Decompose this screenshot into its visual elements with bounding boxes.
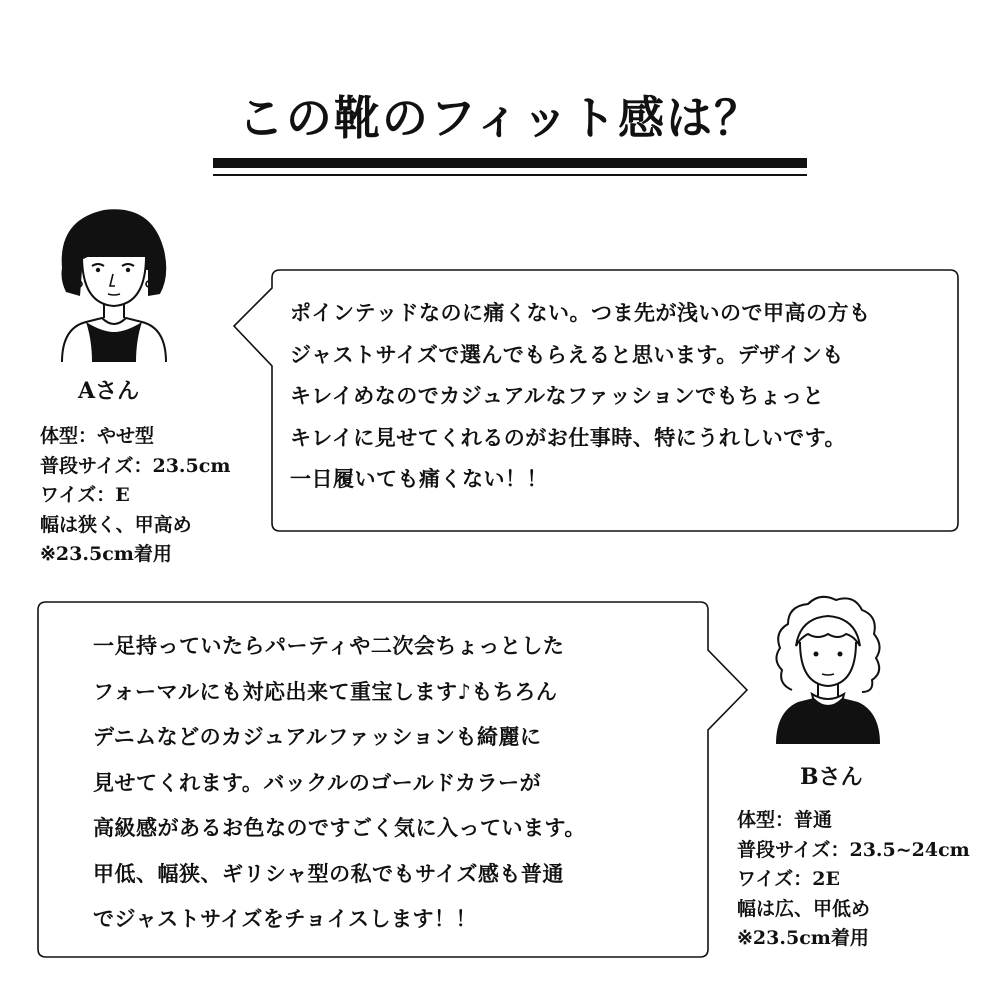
comment-line: 甲低、幅狭、ギリシャ型の私でもサイズ感も普通 — [93, 860, 564, 886]
review-b-comment — [93, 623, 586, 942]
person-a-specs — [40, 422, 230, 570]
spec-line: 体型：普通 — [737, 809, 833, 831]
person-b-specs — [737, 806, 970, 954]
avatar-a-icon — [52, 200, 182, 370]
review-a-comment — [290, 292, 871, 500]
comment-line: デニムなどのカジュアルファッションも綺麗に — [93, 724, 542, 749]
spec-line: 幅は広、甲低め — [737, 897, 871, 920]
spec-line: 普段サイズ：23.5cm — [40, 454, 231, 477]
comment-line: ポインテッドなのに痛くない。つま先が浅いので甲高の方も — [290, 300, 871, 325]
comment-line: 見せてくれます。バックルのゴールドカラーが — [93, 769, 542, 795]
comment-line: フォーマルにも対応出来て重宝します♪もちろん — [93, 678, 558, 704]
spec-line: 普段サイズ：23.5~24cm — [737, 838, 970, 861]
spec-line: ワイズ：E — [40, 484, 130, 506]
page-title: この靴のフィット感は？ — [237, 91, 763, 145]
comment-line: キレイに見せてくれるのがお仕事時、特にうれしいです。 — [290, 424, 847, 450]
person-b-name: Bさん — [800, 764, 863, 790]
spec-line: 体型：やせ型 — [40, 425, 155, 447]
spec-line: ※23.5cm着用 — [737, 927, 869, 949]
comment-line: 高級感があるお色なのですごく気に入っています。 — [93, 815, 586, 840]
spec-line: 幅は狭く、甲高め — [40, 513, 192, 536]
avatar-b-icon — [768, 588, 888, 748]
spec-line: ワイズ：2E — [737, 868, 840, 890]
spec-line: ※23.5cm着用 — [40, 543, 172, 565]
comment-line: でジャストサイズをチョイスします！！ — [93, 906, 478, 931]
comment-line: キレイめなのでカジュアルなファッションでもちょっと — [290, 383, 825, 408]
person-a-name: Aさん — [78, 378, 140, 404]
comment-line: 一足持っていたらパーティや二次会ちょっとした — [93, 633, 565, 658]
comment-line: ジャストサイズで選んでもらえると思います。デザインも — [290, 341, 844, 367]
comment-line: 一日履いても痛くない！！ — [290, 466, 548, 491]
